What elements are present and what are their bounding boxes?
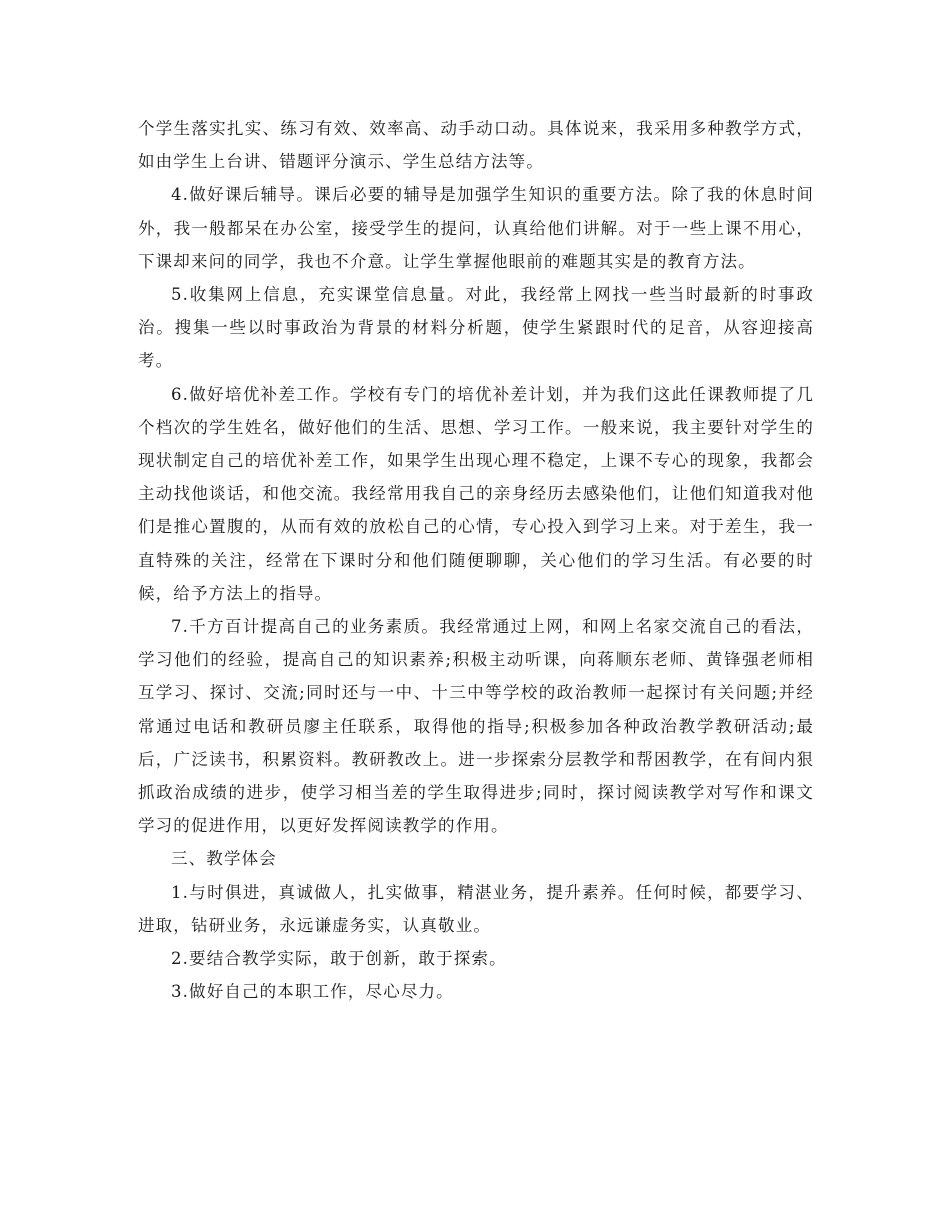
paragraph-item-5: 5.收集网上信息，充实课堂信息量。对此，我经常上网找一些当时最新的时事政治。搜集一些以时事政治为背景的材料分析题，使学生紧跟时代的足音，从容迎接高考。 [138, 285, 814, 371]
section-heading: 三、教学体会 [171, 849, 277, 869]
paragraph-point-1: 1.与时俱进，真诚做人，扎实做事，精湛业务，提升素养。任何时候，都要学习、进取，钻研业务，永远谦虚务实，认真敬业。 [138, 882, 814, 935]
paragraph-point-2: 2.要结合教学实际，敢于创新，敢于探索。 [171, 949, 507, 969]
document-body [138, 112, 814, 1008]
paragraph-item-7: 7.千方百计提高自己的业务素质。我经常通过上网，和网上名家交流自己的看法，学习他们的经验，提高自己的知识素养;积极主动听课，向蒋顺东老师、黄锋强老师相互学习、探讨、交流;同时还与一中、十三中等学校的政治教师一起探讨有关问题;并经常通过电话和教研员廖主任联系，取得他的指导;积极参加各种政治教学教研活动;最后，广泛读书，积累资料。教研教改上。进一步探索分层教学和帮困教学，在有间内狠抓政治成绩的进步，使学习相当差的学生取得进步;同时，探讨阅读教学对写作和课文学习的促进作用，以更好发挥阅读教学的作用。 [138, 617, 814, 836]
paragraph-point-3: 3.做好自己的本职工作，尽心尽力。 [171, 982, 454, 1002]
paragraph-continuation: 个学生落实扎实、练习有效、效率高、动手动口动。具体说来，我采用多种教学方式，如由学生上台讲、错题评分演示、学生总结方法等。 [138, 119, 814, 172]
paragraph-item-4: 4.做好课后辅导。课后必要的辅导是加强学生知识的重要方法。除了我的休息时间外，我一般都呆在办公室，接受学生的提问，认真给他们讲解。对于一些上课不用心，下课却来问的同学，我也不介意。让学生掌握他眼前的难题其实是的教育方法。 [138, 185, 814, 271]
paragraph-item-6: 6.做好培优补差工作。学校有专门的培优补差计划，并为我们这此任课教师提了几个档次的学生姓名，做好他们的生活、思想、学习工作。一般来说，我主要针对学生的现状制定自己的培优补差工作，如果学生出现心理不稳定，上课不专心的现象，我都会主动找他谈话，和他交流。我经常用我自己的亲身经历去感染他们，让他们知道我对他们是推心置腹的，从而有效的放松自己的心情，专心投入到学习上来。对于差生，我一直特殊的关注，经常在下课时分和他们随便聊聊，关心他们的学习生活。有必要的时候，给予方法上的指导。 [138, 384, 814, 603]
